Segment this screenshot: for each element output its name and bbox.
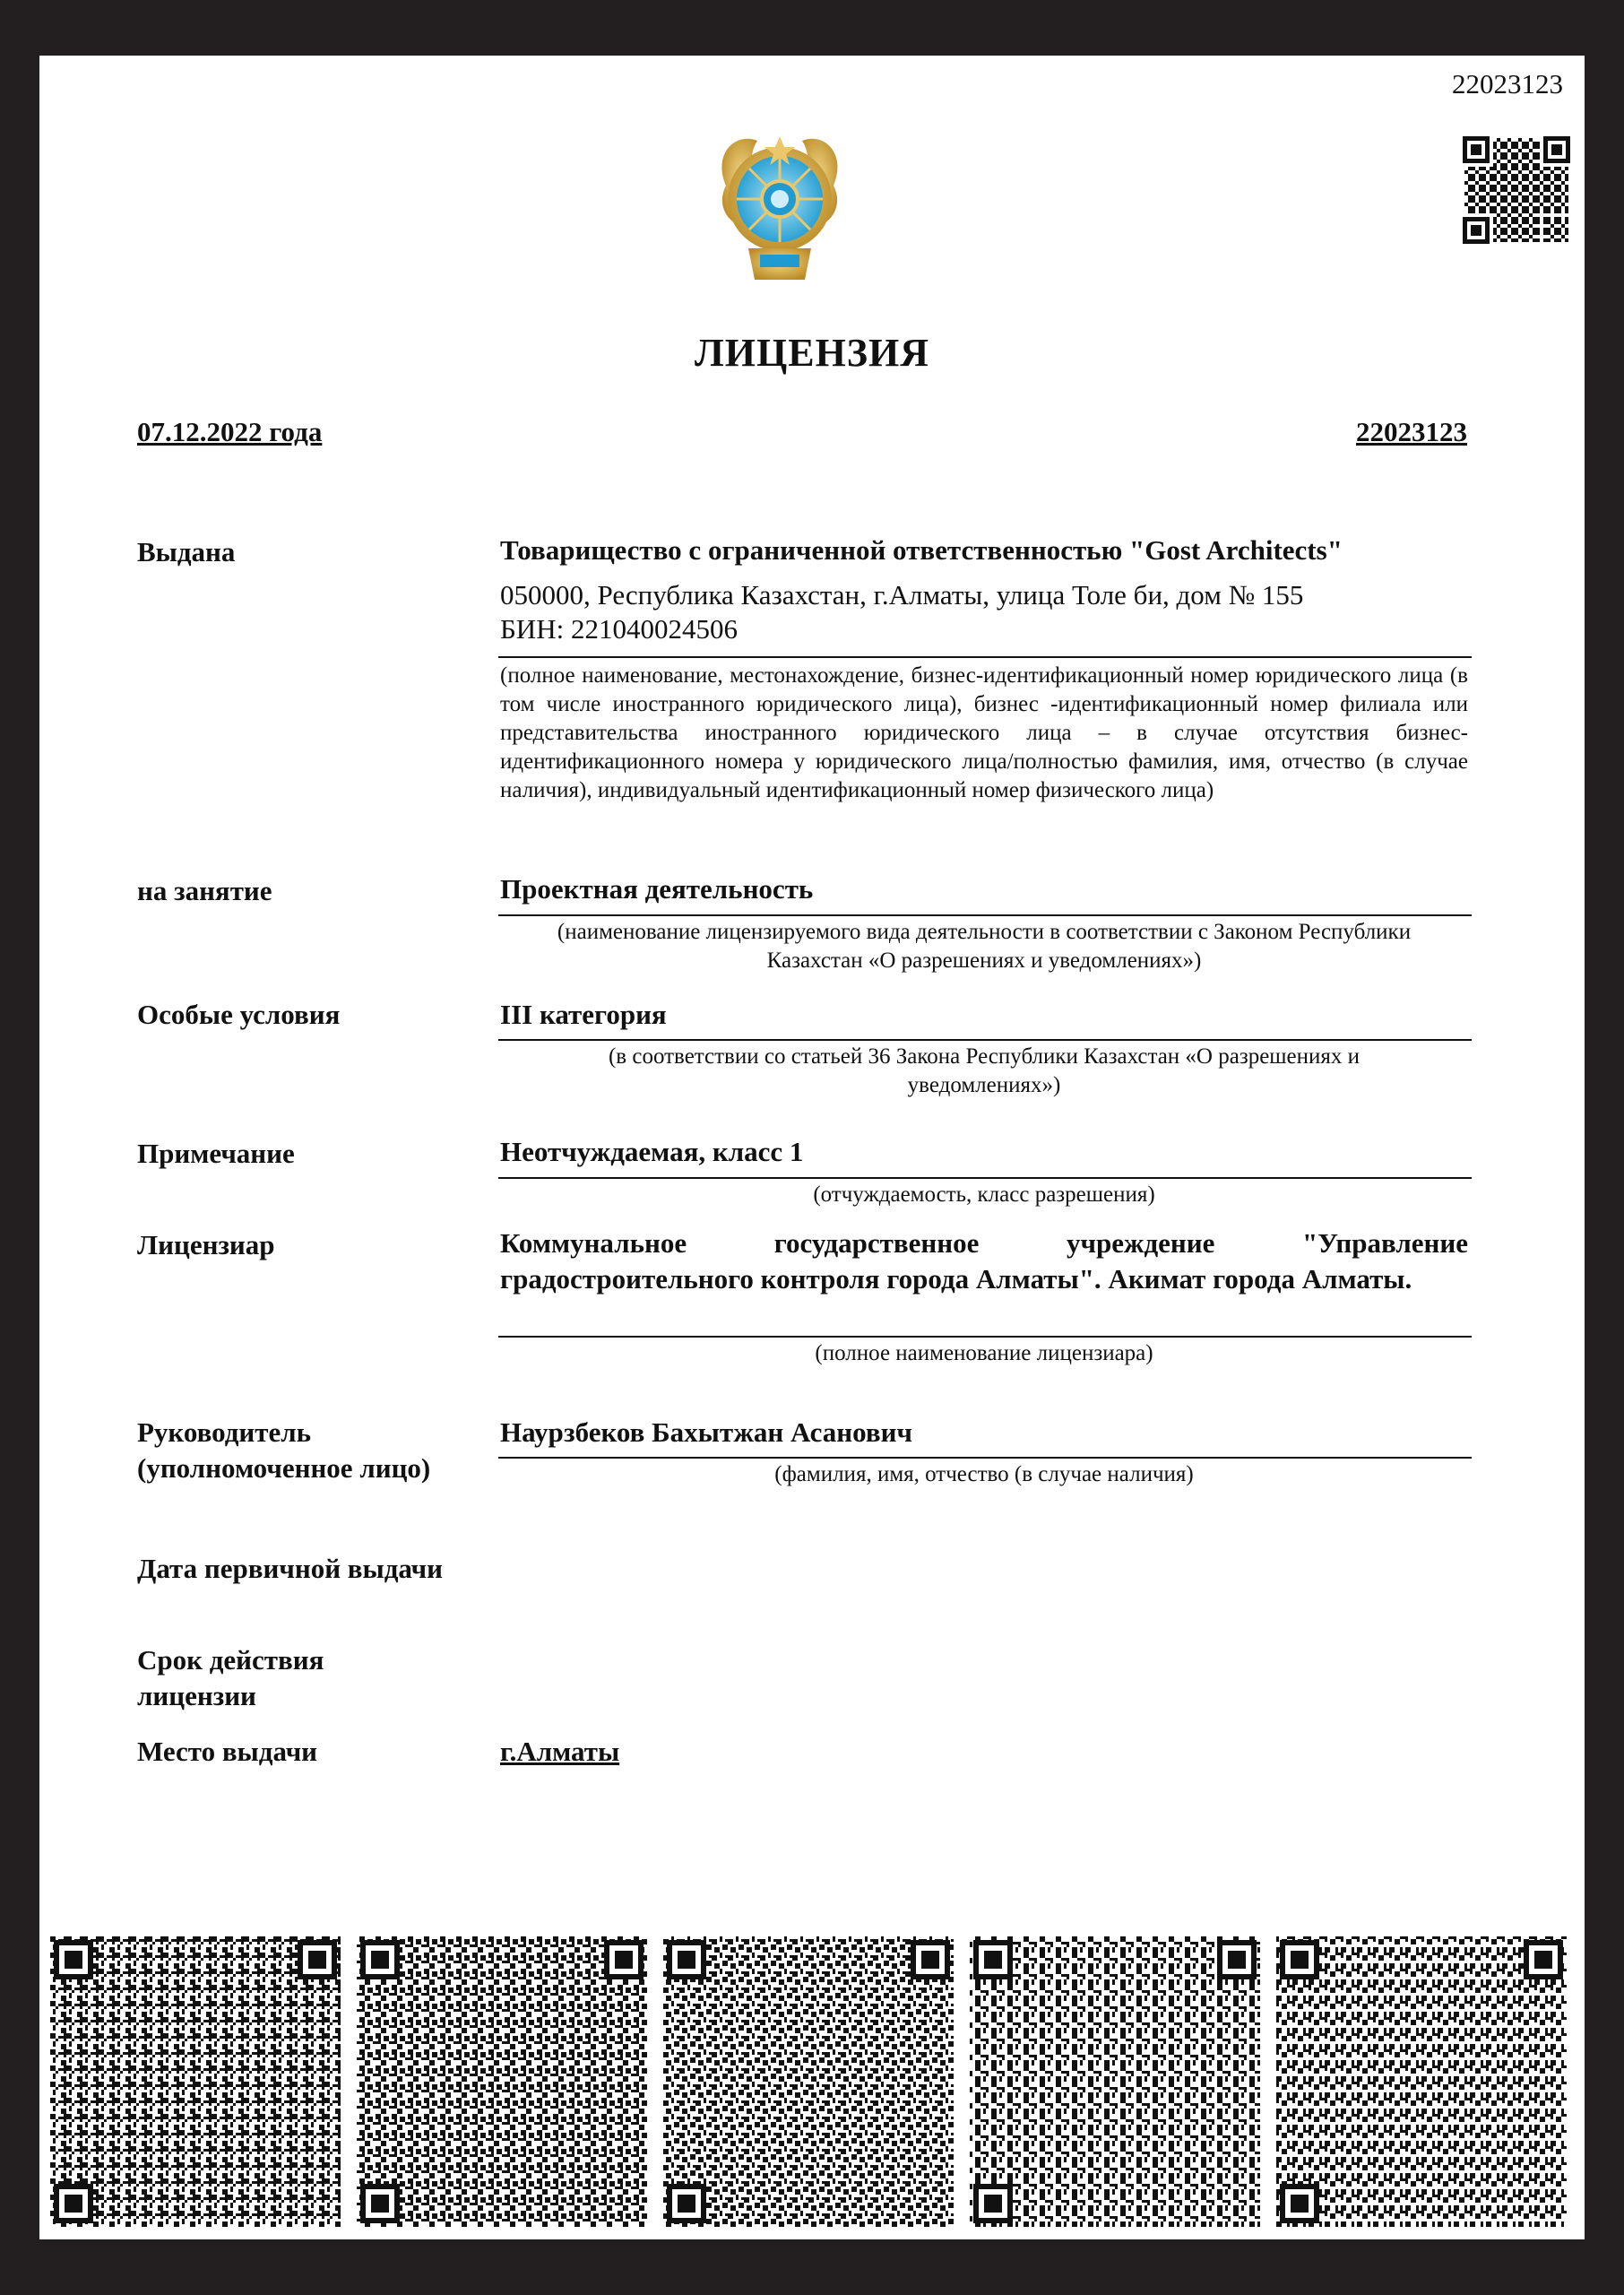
- head-label: [137, 1415, 430, 1486]
- qr-code-icon: [1276, 1936, 1567, 2227]
- first-issue-label: Дата первичной выдачи: [137, 1553, 444, 1584]
- head-label-line2: (уполномоченное лицо): [137, 1452, 431, 1484]
- validity-label-line1: Срок действия: [137, 1644, 324, 1676]
- conditions-hint: (в соответствии со статьей 36 Закона Республики Казахстан «О разрешениях и уведомлениях»): [608, 1044, 1361, 1097]
- conditions-label: Особые условия: [137, 999, 341, 1030]
- licensor-value: Коммунальное государственное учреждение "Управление градостроительного контроля города Алматы". Акимат города Алматы.: [500, 1227, 1468, 1295]
- qr-code-icon: [663, 1936, 954, 2227]
- licensor-hint: (полное наименование лицензиара): [815, 1341, 1153, 1365]
- divider: [498, 1177, 1472, 1179]
- head-value: Наурзбеков Бахытжан Асанович: [500, 1416, 912, 1448]
- divider: [498, 656, 1472, 658]
- place-label: Место выдачи: [137, 1736, 318, 1767]
- note-value: Неотчуждаемая, класс 1: [500, 1136, 804, 1167]
- place-value: г.Алматы: [500, 1736, 620, 1767]
- qr-code-icon: [970, 1936, 1260, 2227]
- licensor-label: Лицензиар: [137, 1229, 275, 1260]
- note-label: Примечание: [137, 1138, 295, 1169]
- validity-label: [137, 1642, 324, 1714]
- divider: [498, 914, 1472, 916]
- divider: [498, 1457, 1472, 1459]
- state-emblem-icon: [708, 100, 851, 325]
- license-number: 22023123: [1356, 416, 1467, 447]
- document-number-top: 22023123: [1452, 68, 1563, 100]
- activity-label: на занятие: [137, 875, 272, 906]
- qr-code-icon: [50, 1936, 341, 2227]
- issued-to-name: Товарищество с ограниченной ответственностью "Gost Architects": [500, 534, 1343, 566]
- issued-to-address: 050000, Республика Казахстан, г.Алматы, улица Толе би, дом № 155: [500, 579, 1304, 611]
- issued-to-hint: (полное наименование, местонахождение, бизнес-идентификационный номер юридического лица (в том числе иностранного юридического лица), бизнес -идентификационный номер филиала или представительства иностранного юридического лица – в случае отсутствия бизнес-идентификационного номера у юридического лица/полностью фамилия, имя, отчество (в случае наличия), индивидуальный идентификационный номер физического лица): [500, 663, 1468, 802]
- activity-hint: (наименование лицензируемого вида деятельности в соответствии с Законом Республики Казахстан «О разрешениях и уведомлениях»): [557, 920, 1412, 973]
- note-hint: (отчуждаемость, класс разрешения): [813, 1182, 1155, 1207]
- activity-value: Проектная деятельность: [500, 873, 814, 905]
- qr-code-icon: [357, 1936, 647, 2227]
- qr-code-icon: [1461, 134, 1572, 246]
- divider: [498, 1336, 1472, 1338]
- issued-to-bin: БИН: 221040024506: [500, 613, 738, 645]
- divider: [498, 1039, 1472, 1041]
- issue-date: 07.12.2022 года: [137, 416, 323, 447]
- validity-label-line2: лицензии: [137, 1680, 256, 1711]
- license-document: [39, 56, 1585, 2239]
- head-hint: (фамилия, имя, отчество (в случае наличия): [774, 1462, 1194, 1486]
- conditions-value: III категория: [500, 999, 667, 1030]
- issued-to-label: Выдана: [137, 536, 236, 567]
- head-label-line1: Руководитель: [137, 1416, 312, 1448]
- document-title: ЛИЦЕНЗИЯ: [694, 331, 930, 375]
